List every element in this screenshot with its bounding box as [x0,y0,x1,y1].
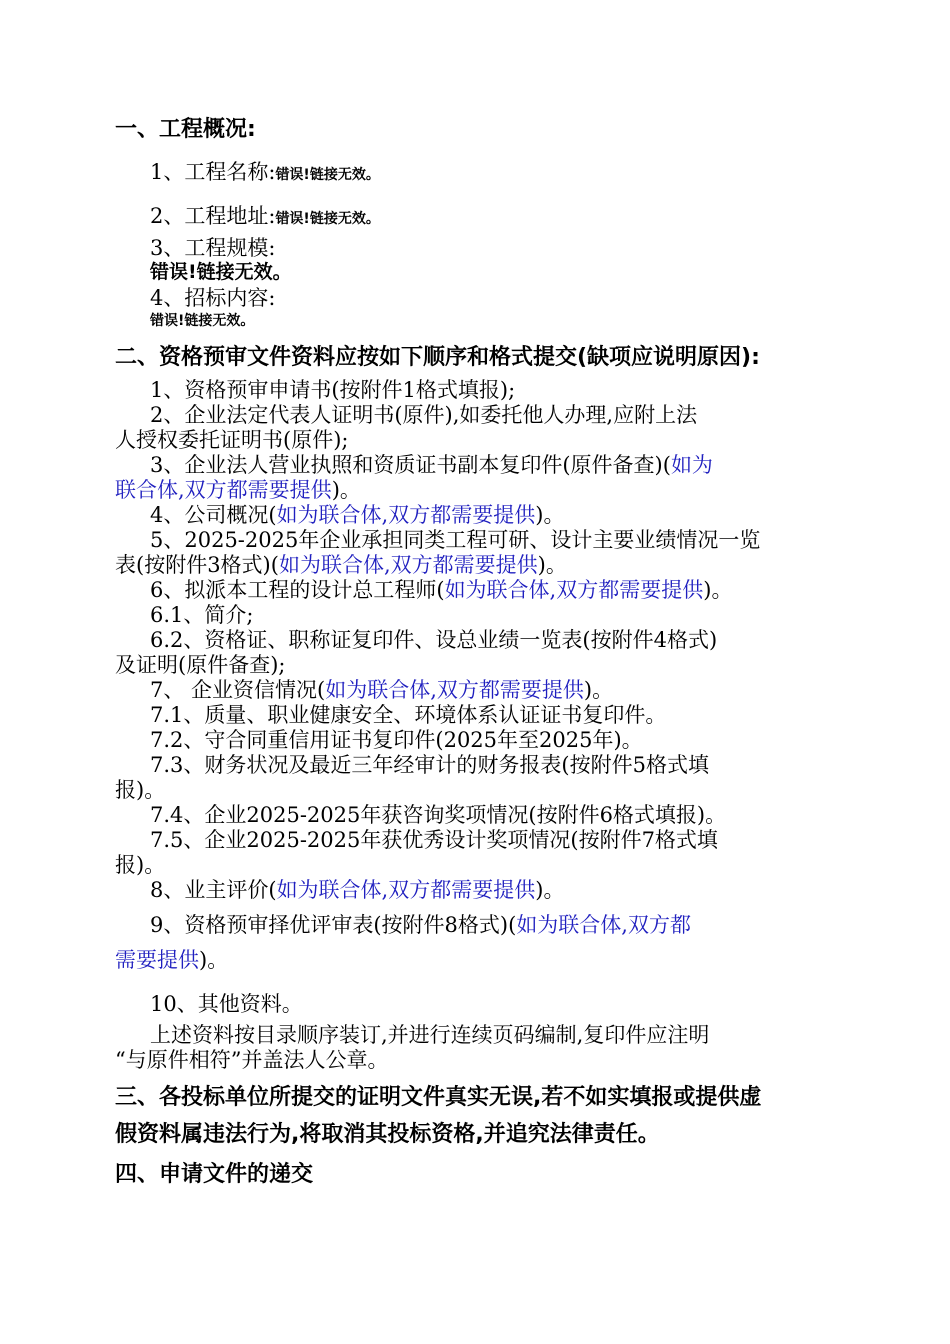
item-6 [150,578,875,603]
item-2-line-1: 2、企业法定代表人证明书(原件),如委托他人办理,应附上法 [150,403,698,427]
item-3-close: )。 [331,478,361,502]
item-8 [150,878,875,903]
project-address-label: 2、工程地址: [150,204,276,228]
section-1-heading: 一、工程概况: [115,117,256,142]
bid-content-error: 错误!链接无效。 [150,313,255,329]
item-3-joint-note-start: 如为 [670,453,713,477]
item-6-close: )。 [703,578,733,602]
item-2-line-2: 人授权委托证明书(原件); [115,428,349,452]
item-3-line-2 [115,478,840,503]
item-9-joint-note-start: 如为联合体,双方都 [516,913,691,937]
item-9-text: 9、资格预审择优评审表(按附件8格式)( [150,913,517,937]
item-7-joint-note: 如为联合体,双方都需要提供 [325,678,584,702]
item-5-joint-note: 如为联合体,双方都需要提供 [278,553,538,577]
section-4-heading: 四、申请文件的递交 [115,1162,314,1187]
item-7-5-line-1: 7.5、企业2025-2025年获优秀设计奖项情况(按附件7格式填 [150,828,718,852]
project-name-error: 错误!链接无效。 [275,167,380,183]
item-4 [150,503,875,528]
item-5-close: )。 [537,553,567,577]
project-scale-error: 错误!链接无效。 [150,261,292,283]
item-6-joint-note: 如为联合体,双方都需要提供 [444,578,704,602]
item-7-1: 7.1、质量、职业健康安全、环境体系认证证书复印件。 [150,703,667,727]
item-7-3-line-1: 7.3、财务状况及最近三年经审计的财务报表(按附件5格式填 [150,753,709,777]
binding-note-line-1: 上述资料按目录顺序装订,并进行连续页码编制,复印件应注明 [150,1023,710,1047]
item-9-line-1 [150,913,838,938]
project-address-line [150,204,875,232]
item-9-joint-note-end: 需要提供 [115,948,199,972]
section-3-line-2: 假资料属违法行为,将取消其投标资格,并追究法律责任。 [115,1122,660,1147]
item-5-text: 表(按附件3格式)( [115,553,279,577]
item-7-3-line-2: 报)。 [115,778,166,802]
item-3-text: 3、企业法人营业执照和资质证书副本复印件(原件备查)( [150,453,671,477]
item-4-text: 4、公司概况( [150,503,277,527]
item-10: 10、其他资料。 [150,992,303,1016]
item-9-line-2 [115,948,840,973]
item-8-close: )。 [535,878,565,902]
item-7-5-line-2: 报)。 [115,853,166,877]
item-7-text: 7、 企业资信情况( [150,678,326,702]
item-3-line-1 [150,453,838,478]
project-scale-label: 3、工程规模: [150,236,276,260]
item-8-joint-note: 如为联合体,双方都需要提供 [276,878,536,902]
section-2-heading: 二、资格预审文件资料应按如下顺序和格式提交(缺项应说明原因): [115,345,760,370]
item-6-2-line-1: 6.2、资格证、职称证复印件、设总业绩一览表(按附件4格式) [150,628,718,652]
binding-note-line-2: “与原件相符”并盖法人公章。 [115,1048,389,1072]
item-4-joint-note: 如为联合体,双方都需要提供 [276,503,536,527]
project-name-line [150,160,875,188]
item-5-line-1: 5、2025-2025年企业承担同类工程可研、设计主要业绩情况一览 [150,528,761,552]
item-6-text: 6、拟派本工程的设计总工程师( [150,578,445,602]
project-address-error: 错误!链接无效。 [275,211,380,227]
item-1: 1、资格预审申请书(按附件1格式填报); [150,378,516,402]
item-9-close: )。 [199,948,229,972]
item-7-2: 7.2、守合同重信用证书复印件(2025年至2025年)。 [150,728,643,752]
item-5-line-2 [115,553,840,578]
bid-content-label: 4、招标内容: [150,286,276,310]
item-4-close: )。 [535,503,565,527]
item-8-text: 8、业主评价( [150,878,277,902]
item-7-4: 7.4、企业2025-2025年获咨询奖项情况(按附件6格式填报)。 [150,803,727,827]
section-3-line-1: 三、各投标单位所提交的证明文件真实无误,若不如实填报或提供虚 [115,1085,762,1110]
project-name-label: 1、工程名称: [150,160,276,184]
item-6-1: 6.1、简介; [150,603,254,627]
item-6-2-line-2: 及证明(原件备查); [115,653,286,677]
item-7-close: )。 [583,678,614,702]
item-7 [150,678,875,703]
item-3-joint-note-end: 联合体,双方都需要提供 [115,478,332,502]
